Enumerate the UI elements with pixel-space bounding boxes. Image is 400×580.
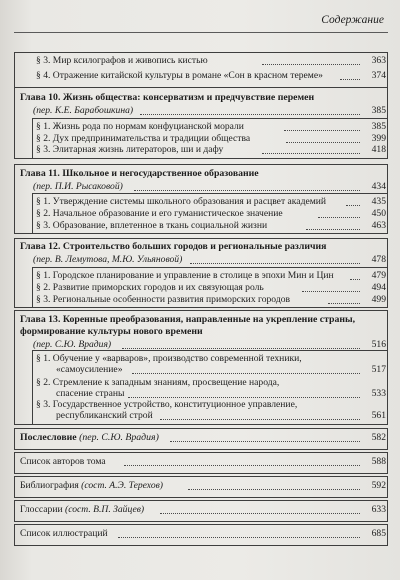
toc-section[interactable] (36, 270, 334, 282)
toc-section-text: § 1. Городское планирование и управление в столице в эпохи Мин и Цин (36, 270, 334, 281)
page-number: 363 (371, 55, 386, 66)
leader-dots (340, 79, 360, 80)
leader-dots (302, 291, 360, 292)
page-number: 435 (371, 196, 386, 207)
chapter-title[interactable]: Глава 10. Жизнь общества: консерватизм и предчувствие перемен (20, 92, 315, 103)
chapter-translator: (пер. К.Е. Барабошкина) (33, 105, 134, 116)
chapter-title[interactable]: Глава 12. Строительство больших городов и региональные различия (20, 241, 327, 252)
leader-dots (132, 373, 360, 374)
leader-dots (128, 397, 360, 398)
toc-section-line2[interactable]: спасение страны (56, 388, 125, 399)
leader-dots (170, 441, 360, 442)
leader-dots (160, 419, 360, 420)
page-number: 633 (371, 504, 386, 515)
leader-dots (328, 303, 360, 304)
chapter-title[interactable]: Глава 11. Школьное и негосударственное образование (20, 168, 259, 179)
leader-dots (134, 190, 360, 191)
leader-dots (262, 153, 360, 154)
running-header-title: Содержание (321, 14, 384, 26)
leader-dots (122, 348, 360, 349)
toc-section[interactable] (36, 208, 283, 220)
page-number: 463 (371, 220, 386, 231)
toc-section[interactable] (36, 220, 267, 232)
leader-dots (306, 229, 360, 230)
leader-dots (160, 513, 360, 514)
page-number: 434 (371, 181, 386, 192)
leader-dots (188, 489, 360, 490)
page-number: 450 (371, 208, 386, 219)
toc-section[interactable] (36, 55, 208, 67)
chapter-title-line1[interactable]: Глава 13. Коренные преобразования, направленные на укрепление страны, (20, 314, 356, 325)
chapter-translator: (пер. В. Лемутова, М.Ю. Ульяновой) (33, 254, 183, 265)
afterword-translator: (пер. С.Ю. Врадия) (79, 432, 159, 443)
page-number: 478 (371, 254, 386, 265)
toc-section[interactable] (36, 282, 264, 294)
page-number: 385 (371, 121, 386, 132)
toc-section[interactable] (36, 144, 223, 156)
toc-section-text: § 3. Образование, вплетенное в ткань социальной жизни (36, 220, 268, 231)
page-number: 533 (371, 388, 386, 399)
toc-section-text: § 2. Дух предпринимательства и традиции общества (36, 133, 251, 144)
page-number: 561 (371, 410, 386, 421)
afterword-label: Послесловие (20, 432, 77, 443)
toc-section-line2[interactable]: «самоусиление» (56, 364, 123, 375)
page-number: 499 (371, 294, 386, 305)
toc-section-text: § 3. Региональные особенности развития приморских городов (36, 294, 291, 305)
glossary-label: Глоссарии (20, 504, 63, 515)
toc-section-text: § 1. Жизнь рода по нормам конфуцианской морали (36, 121, 244, 132)
chapter-title-line2[interactable]: формирование культуры нового времени (20, 326, 203, 337)
toc-section[interactable] (36, 196, 326, 208)
leader-dots (118, 537, 360, 538)
illustrations-entry[interactable]: Список иллюстраций (20, 528, 108, 539)
toc-section[interactable] (36, 121, 244, 133)
leader-dots (284, 130, 360, 131)
leader-dots (346, 205, 360, 206)
toc-section-text: § 1. Утверждение системы школьного образования и расцвет академий (36, 196, 327, 207)
bibliography-compiler: (сост. А.Э. Терехов) (81, 480, 163, 491)
chapter-translator: (пер. П.И. Рысаковой) (33, 181, 123, 192)
page-number: 494 (371, 282, 386, 293)
page-number: 516 (371, 339, 386, 350)
page-number: 385 (371, 105, 386, 116)
page-number: 399 (371, 133, 386, 144)
toc-section[interactable] (36, 70, 323, 82)
leader-dots (124, 465, 360, 466)
leader-dots (190, 263, 360, 264)
page-number: 418 (371, 144, 386, 155)
leader-dots (318, 217, 360, 218)
chapter-translator: (пер. С.Ю. Врадия) (33, 339, 112, 350)
leader-dots (140, 114, 360, 115)
toc-section-text: § 3. Мир ксилографов и живопись кистью (36, 55, 208, 66)
authors-entry[interactable]: Список авторов тома (20, 456, 106, 467)
bibliography-entry[interactable] (20, 480, 163, 492)
page-number: 479 (371, 270, 386, 281)
toc-section-line1[interactable]: § 1. Обучение у «варваров», производство современной техники, (36, 353, 302, 364)
toc-section[interactable] (36, 294, 290, 306)
bibliography-label: Библиография (20, 480, 79, 491)
afterword-entry[interactable] (20, 432, 159, 444)
page-number: 374 (371, 70, 386, 81)
toc-section-line1[interactable]: § 3. Государственное устройство, конституционное управление, (36, 399, 298, 410)
page-number: 517 (371, 364, 386, 375)
toc-section-line2[interactable]: республиканский строй (56, 410, 153, 421)
page-number: 685 (371, 528, 386, 539)
toc-section[interactable] (36, 133, 250, 145)
toc-section-text: § 4. Отражение китайской культуры в романе «Сон в красном тереме» (36, 70, 323, 81)
toc-section-text: § 2. Развитие приморских городов и их связующая роль (36, 282, 264, 293)
leader-dots (286, 142, 360, 143)
leader-dots (350, 279, 360, 280)
page-number: 588 (371, 456, 386, 467)
toc-section-text: § 3. Элитарная жизнь литераторов, ши и дафу (36, 144, 224, 155)
glossary-compiler: (сост. В.П. Зайцев) (65, 504, 145, 515)
toc-section-line1[interactable]: § 2. Стремление к западным знаниям, просвещение народа, (36, 377, 280, 388)
toc-section-text: § 2. Начальное образование и его гуманистическое значение (36, 208, 283, 219)
page-number: 592 (371, 480, 386, 491)
leader-dots (262, 64, 360, 65)
glossary-entry[interactable] (20, 504, 144, 516)
page-number: 582 (371, 432, 386, 443)
